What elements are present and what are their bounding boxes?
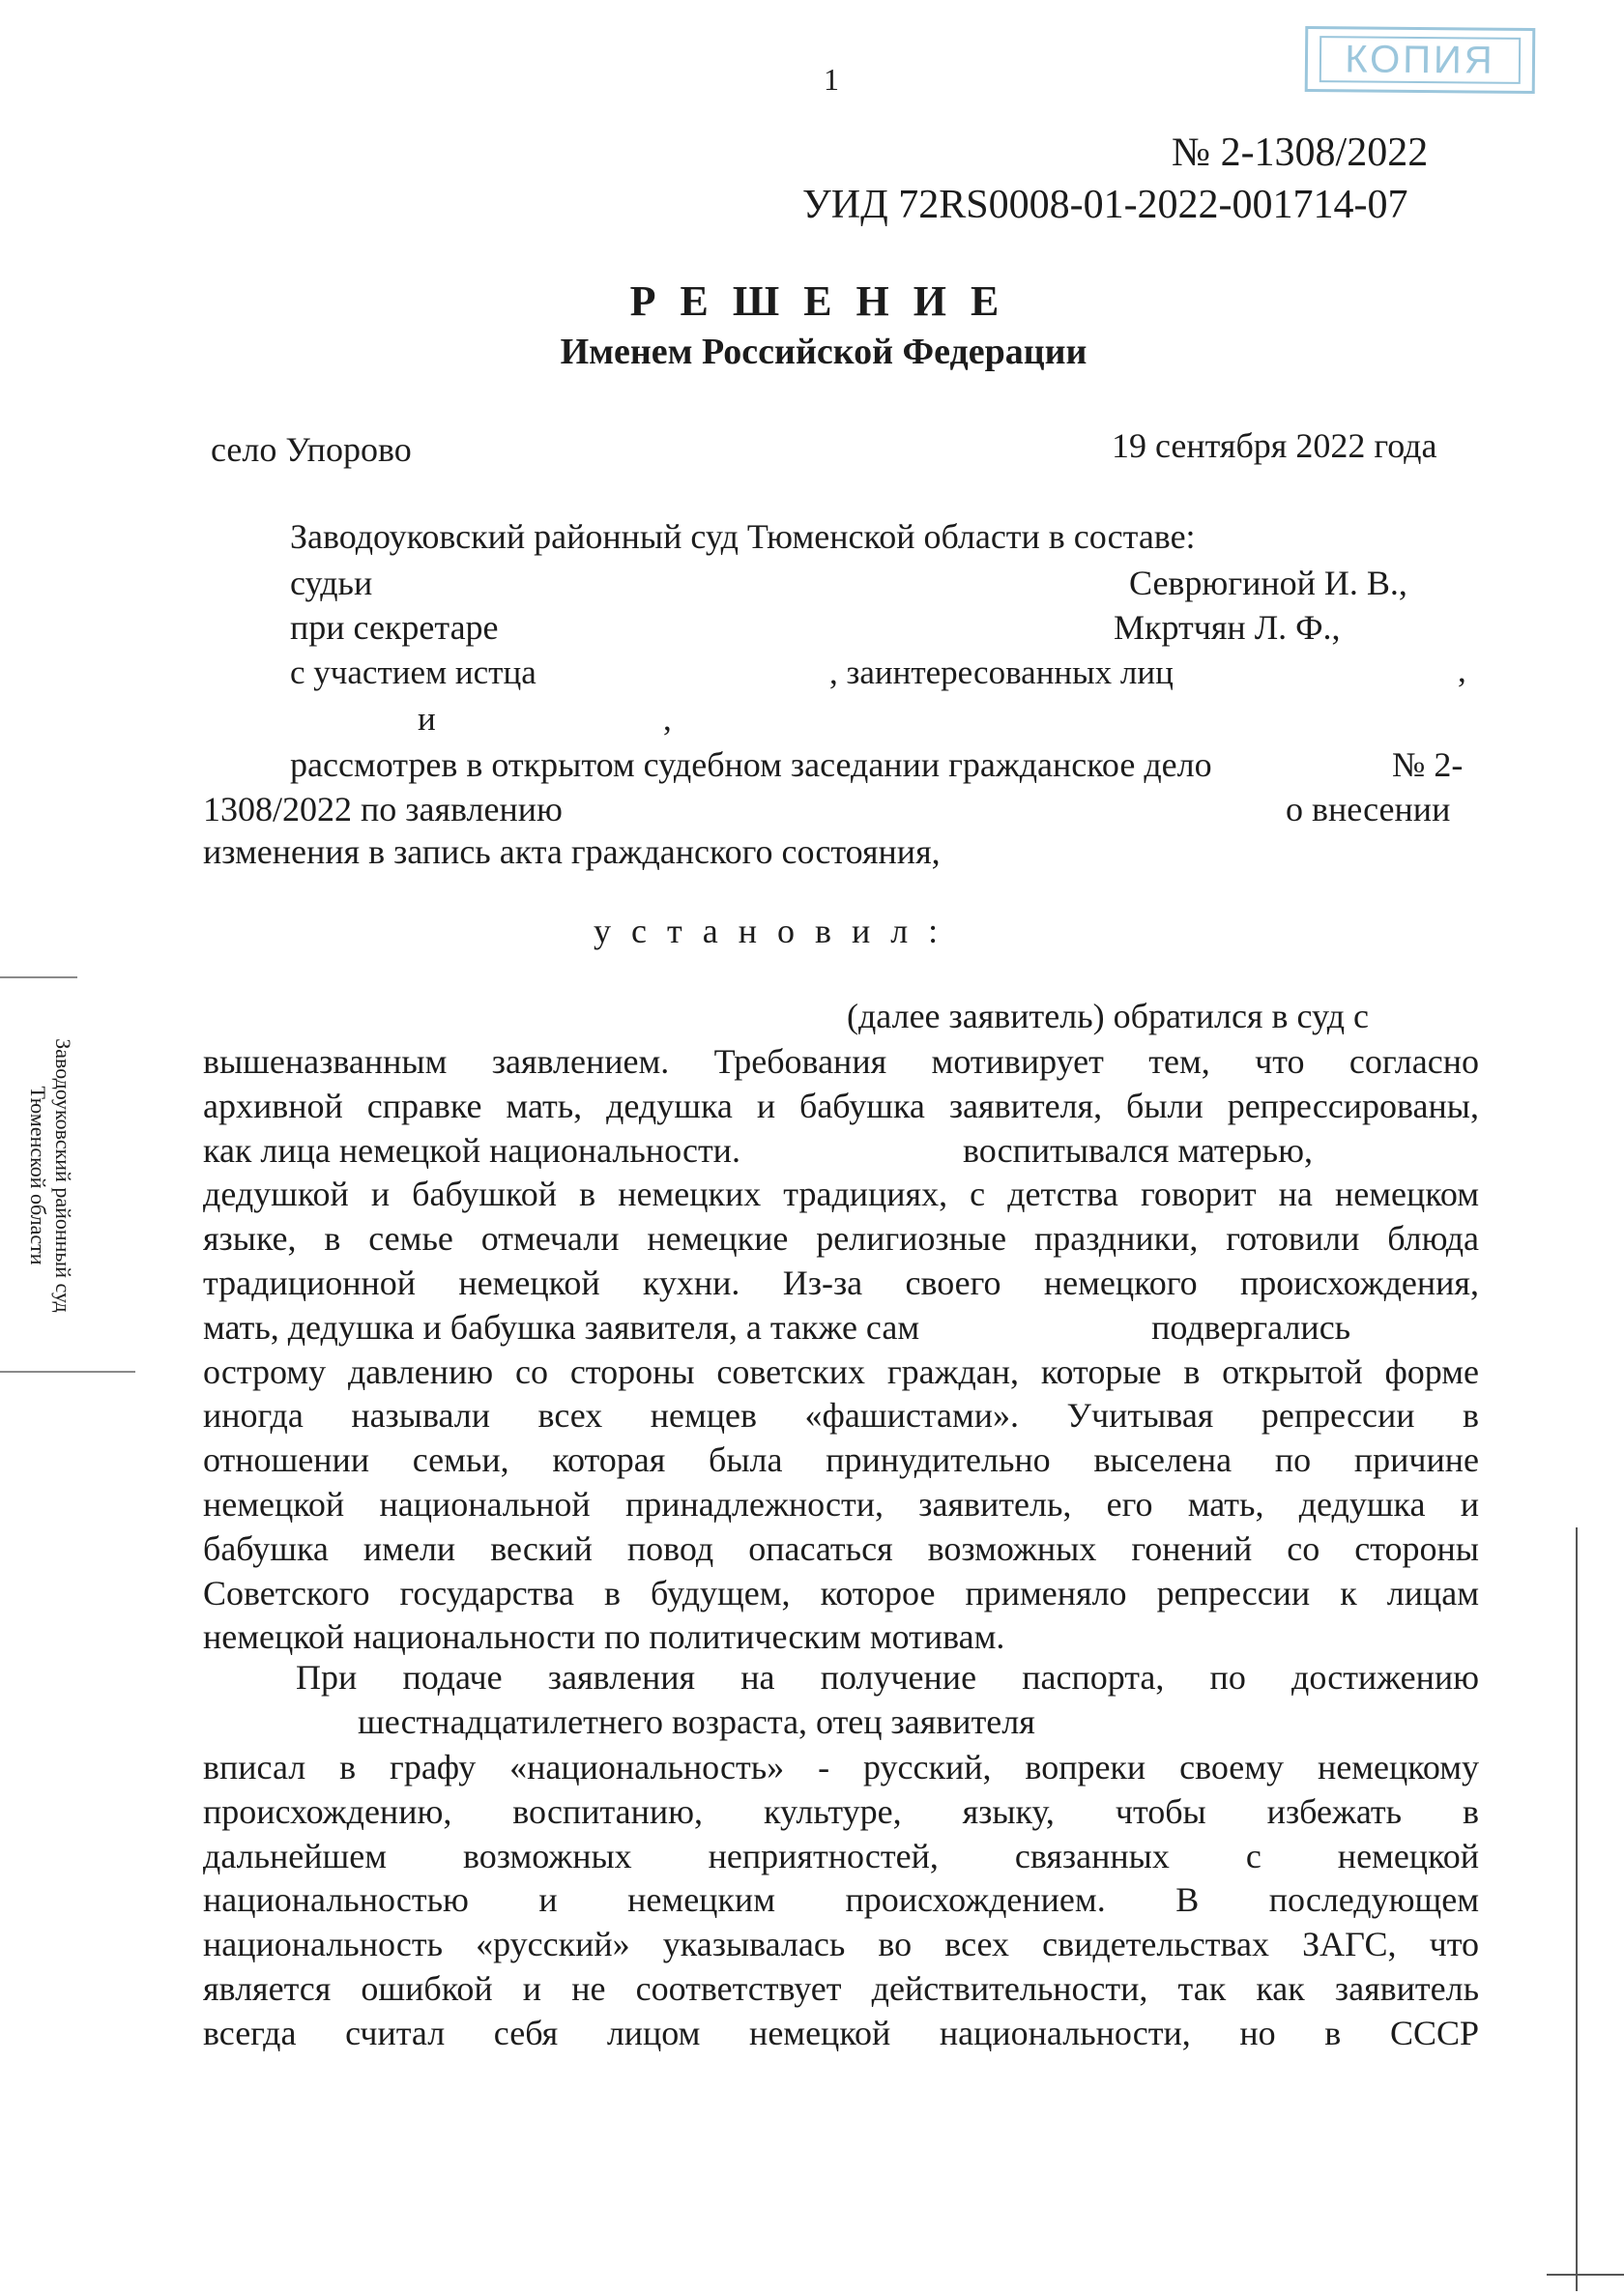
case-number: № 2-1308/2022 (1172, 131, 1429, 175)
place: село Упорово (211, 430, 412, 469)
body-line: Советского государства в будущем, которое применяло репрессии к лицам (203, 1573, 1479, 1612)
body-line: происхождению, воспитанию, культуре, языку, чтобы избежать в (203, 1791, 1479, 1831)
body-paragraph-2 (203, 1746, 1479, 2056)
body-line: традиционной немецкой кухни. Из-за своего немецкого происхождения, (203, 1263, 1479, 1302)
secretary-label: при секретаре (290, 608, 499, 647)
considered-line-3: изменения в запись акта гражданского состояния, (203, 832, 941, 871)
court-composition: Заводоуковский районный суд Тюменской области в составе: (290, 517, 1196, 556)
body-line (203, 1306, 1479, 1351)
body-paragraph-1 (203, 1040, 1479, 1660)
body-line: иногда называли всех немцев «фашистами». Учитывая репрессии в (203, 1396, 1479, 1436)
case-uid: УИД 72RS0008-01-2022-001714-07 (802, 183, 1408, 227)
body-line: всегда считал себя лицом немецкой национальности, но в СССР (203, 2013, 1479, 2052)
body-line (203, 1129, 1479, 1174)
body-line-part: воспитывался матерью, (962, 1130, 1313, 1170)
body-line-part: мать, дедушка и бабушка заявителя, а также сам (203, 1307, 920, 1347)
considered-line-2-end: о внесении (1286, 790, 1451, 828)
body-line: острому давлению со стороны советских граждан, которые в открытой форме (203, 1351, 1479, 1391)
body-line: дедушкой и бабушкой в немецких традициях, с детства говорит на немецком (203, 1175, 1479, 1214)
participants-plaintiff: с участием истца (290, 654, 536, 691)
margin-line-top (0, 976, 77, 978)
copy-stamp-label: КОПИЯ (1320, 36, 1521, 84)
body-p2-line-2: шестнадцатилетнего возраста, отец заявителя (358, 1702, 1035, 1741)
body-line: бабушка имели веский повод опасаться возможных гонений со стороны (203, 1528, 1479, 1568)
body-line: архивной справке мать, дедушка и бабушка заявителя, были репрессированы, (203, 1086, 1479, 1125)
body-line-part: подвергались (1151, 1307, 1351, 1347)
body-line: вписал в графу «национальность» - русский, вопреки своему немецкому (203, 1748, 1479, 1787)
participants-comma-2: , (663, 700, 672, 738)
document-title: Р Е Ш Е Н И Е (629, 277, 1006, 325)
considered-case-number-part: № 2- (1392, 745, 1464, 784)
body-p2-line-1: При подаче заявления на получение паспорта, по достижению (296, 1658, 1479, 1697)
body-line: языке, в семье отмечали немецкие религиозные праздники, готовили блюда (203, 1219, 1479, 1259)
body-line: немецкой национальной принадлежности, заявитель, его мать, дедушка и (203, 1484, 1479, 1524)
page-corner-line (1547, 2274, 1624, 2276)
body-line: немецкой национальности по политическим мотивам. (203, 1617, 1005, 1657)
participants-comma: , (1458, 652, 1466, 689)
copy-stamp (1305, 26, 1536, 94)
margin-court-line-1: Заводоуковский районный суд (51, 1038, 75, 1313)
established-heading: у с т а н о в и л : (594, 912, 944, 950)
body-p1-line-1: (далее заявитель) обратился в суд с (847, 997, 1370, 1035)
body-line: является ошибкой и не соответствует действительности, так как заявитель (203, 1968, 1479, 2008)
participants-and: и (418, 700, 436, 738)
body-line: вышеназванным заявлением. Требования мотивирует тем, что согласно (203, 1042, 1479, 1081)
secretary-name: Мкртчян Л. Ф., (1114, 608, 1341, 647)
page-edge-line (1576, 1527, 1578, 2291)
body-line: дальнейшем возможных неприятностей, связанных с немецкой (203, 1836, 1479, 1875)
considered-line-2: 1308/2022 по заявлению (203, 790, 563, 828)
participants-interested: , заинтересованных лиц (829, 654, 1174, 691)
document-subtitle: Именем Российской Федерации (560, 332, 1088, 372)
margin-court-line-2: Тюменской области (26, 1086, 50, 1265)
body-line: отношении семьи, которая была принудительно выселена по причине (203, 1440, 1479, 1480)
page-number: 1 (824, 62, 839, 97)
body-line-part: как лица немецкой национальности. (203, 1130, 740, 1170)
considered-line-1: рассмотрев в открытом судебном заседании гражданское дело (290, 745, 1212, 784)
judge-name: Севрюгиной И. В., (1129, 564, 1407, 602)
margin-line-bottom (0, 1371, 135, 1373)
body-line: национальностью и немецким происхождением. В последующем (203, 1880, 1479, 1920)
body-line: национальность «русский» указывалась во всех свидетельствах ЗАГС, что (203, 1925, 1479, 1964)
date: 19 сентября 2022 года (1112, 426, 1437, 465)
judge-label: судьи (290, 564, 373, 602)
